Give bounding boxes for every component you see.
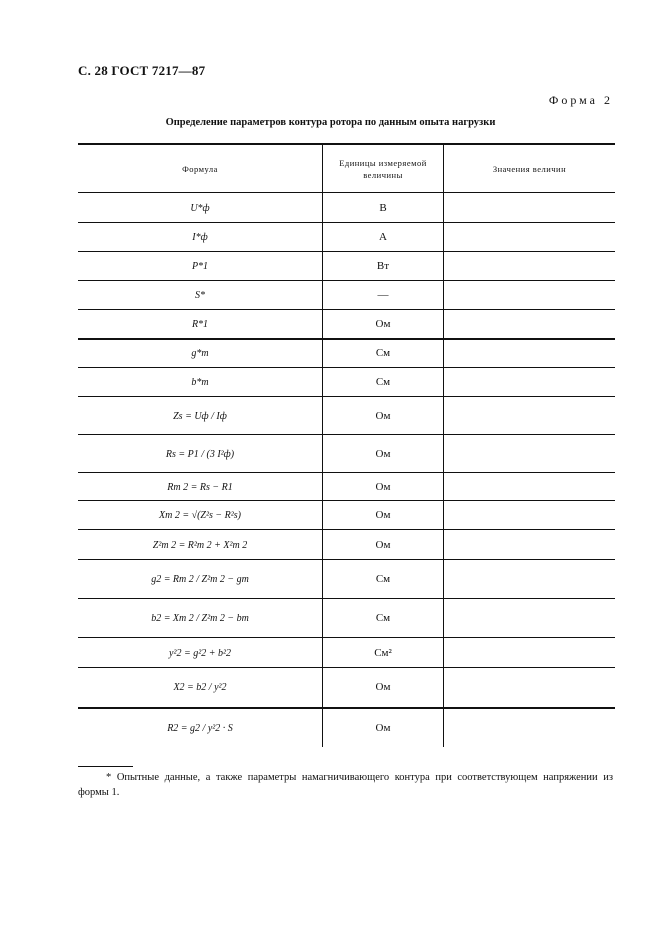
table-row <box>78 501 615 530</box>
value-cell[interactable] <box>444 668 616 708</box>
value-cell[interactable] <box>444 368 616 397</box>
formula-text: U*ф <box>190 202 210 214</box>
formula-cell <box>78 638 323 668</box>
formula-cell <box>78 368 323 397</box>
table-row <box>78 252 615 281</box>
formula-cell <box>78 252 323 281</box>
formula-text: R2 = g2 / y²2 · S <box>167 722 233 734</box>
value-cell[interactable] <box>444 501 616 530</box>
value-cell[interactable] <box>444 530 616 560</box>
formula-text: g*m <box>191 348 209 360</box>
value-cell[interactable] <box>444 708 616 747</box>
page-header: С. 28 ГОСТ 7217—87 <box>78 63 206 78</box>
unit-cell: Ом <box>323 530 444 560</box>
formula-text: Z²m 2 = R²m 2 + X²m 2 <box>152 539 248 551</box>
value-cell[interactable] <box>444 223 616 252</box>
formula-text: X2 = b2 / y²2 <box>173 682 227 694</box>
value-cell[interactable] <box>444 473 616 501</box>
unit-cell: См <box>323 339 444 368</box>
unit-cell: Ом <box>323 668 444 708</box>
unit-cell: Ом <box>323 310 444 339</box>
formula-cell <box>78 530 323 560</box>
value-cell[interactable] <box>444 599 616 638</box>
formula-cell <box>78 560 323 599</box>
formula-cell <box>78 435 323 473</box>
table-row <box>78 530 615 560</box>
formula-cell <box>78 501 323 530</box>
table-row <box>78 281 615 310</box>
table-row <box>78 368 615 397</box>
formula-text: Rm 2 = Rs − R1 <box>167 481 233 493</box>
unit-cell: Ом <box>323 473 444 501</box>
value-cell[interactable] <box>444 310 616 339</box>
table-row <box>78 560 615 599</box>
column-header-units: Единицы измеряемой величины <box>323 144 444 193</box>
formula-cell <box>78 310 323 339</box>
unit-cell: Ом <box>323 708 444 747</box>
table-row <box>78 668 615 708</box>
formula-cell <box>78 473 323 501</box>
unit-cell: Вт <box>323 252 444 281</box>
value-cell[interactable] <box>444 560 616 599</box>
table-row <box>78 708 615 747</box>
unit-cell: См² <box>323 638 444 668</box>
table-row <box>78 193 615 223</box>
table-row <box>78 397 615 435</box>
unit-cell: — <box>323 281 444 310</box>
table-row <box>78 473 615 501</box>
formula-text: b2 = Xm 2 / Z²m 2 − bm <box>151 613 249 624</box>
formula-text: Zs = Uф / Iф <box>173 410 227 422</box>
footnote-divider <box>78 766 133 767</box>
formula-text: Rs = P1 / (3 I²ф) <box>165 448 235 460</box>
value-cell[interactable] <box>444 339 616 368</box>
formula-cell <box>78 281 323 310</box>
formula-text: b*m <box>191 377 209 388</box>
formula-cell <box>78 193 323 223</box>
formula-text: Xm 2 = √(Z²s − R²s) <box>159 510 241 521</box>
unit-cell: См <box>323 560 444 599</box>
formula-cell <box>78 339 323 368</box>
table-row <box>78 435 615 473</box>
value-cell[interactable] <box>444 252 616 281</box>
column-header-values: Значения величин <box>492 163 567 174</box>
formula-cell <box>78 668 323 708</box>
formula-text: P*1 <box>191 261 209 272</box>
formula-text: R*1 <box>191 318 209 330</box>
formula-text: g2 = Rm 2 / Z²m 2 − gm <box>151 574 249 585</box>
value-cell[interactable] <box>444 435 616 473</box>
value-cell[interactable] <box>444 638 616 668</box>
value-cell[interactable] <box>444 193 616 223</box>
table-row <box>78 310 615 339</box>
footnote: * Опытные данные, а также параметры намагничивающего контура при соответствующем напряжении из формы 1. <box>78 772 613 798</box>
value-cell[interactable] <box>444 281 616 310</box>
value-cell[interactable] <box>444 397 616 435</box>
formula-text: I*ф <box>192 232 208 243</box>
table-row <box>78 223 615 252</box>
table-row <box>78 339 615 368</box>
unit-cell: См <box>323 599 444 638</box>
table-header-row <box>78 144 615 193</box>
unit-cell: Ом <box>323 397 444 435</box>
column-header-formula: Формула <box>182 163 218 174</box>
form-label: Форма 2 <box>548 93 613 107</box>
formula-text: y²2 = g²2 + b²2 <box>169 647 231 659</box>
parameters-table <box>78 143 615 747</box>
table-title: Определение параметров контура ротора по данным опыта нагрузки <box>165 117 496 128</box>
formula-text: S* <box>195 290 205 301</box>
unit-cell: Ом <box>323 501 444 530</box>
formula-cell <box>78 599 323 638</box>
formula-cell <box>78 397 323 435</box>
formula-cell <box>78 708 323 747</box>
unit-cell: А <box>323 223 444 252</box>
table-row <box>78 599 615 638</box>
table-row <box>78 638 615 668</box>
unit-cell: Ом <box>323 435 444 473</box>
unit-cell: См <box>323 368 444 397</box>
unit-cell: В <box>323 193 444 223</box>
formula-cell <box>78 223 323 252</box>
